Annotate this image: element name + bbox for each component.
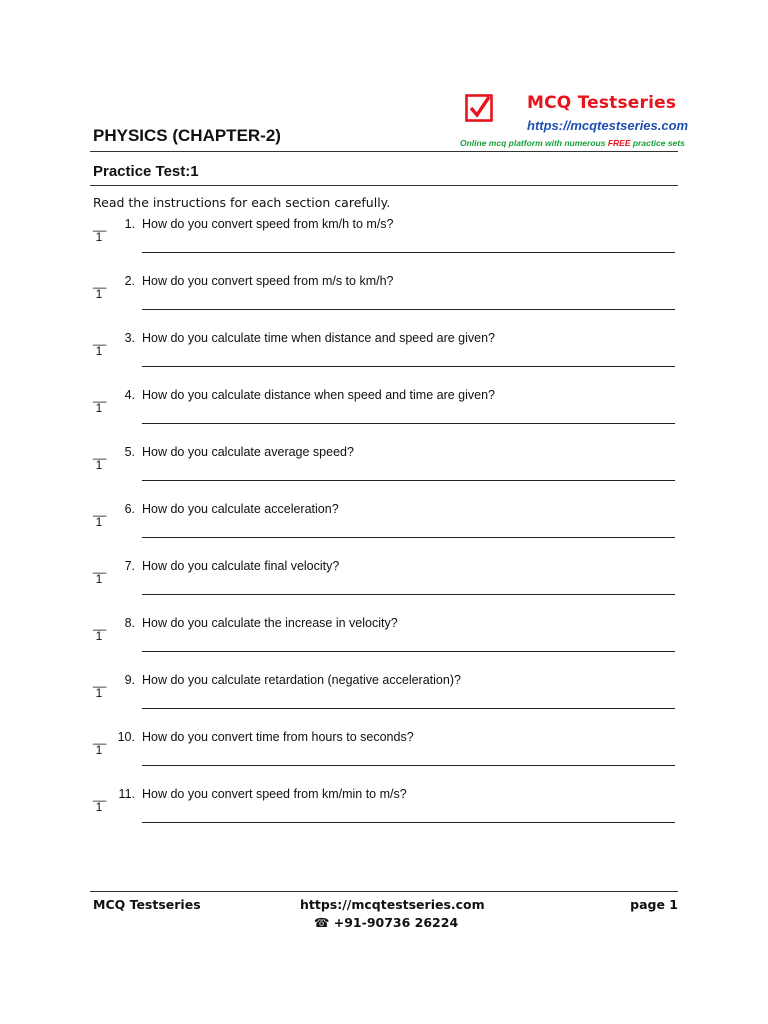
question-item	[0, 276, 768, 333]
marks-value: 1	[95, 287, 103, 301]
question-number: 10.	[117, 730, 135, 744]
marks-blank[interactable]: __	[93, 617, 107, 631]
tagline-text-end: practice sets	[630, 138, 685, 148]
answer-line[interactable]	[142, 480, 675, 481]
marks-blank[interactable]: __	[93, 503, 107, 517]
answer-line[interactable]	[142, 651, 675, 652]
question-text: How do you calculate average speed?	[142, 445, 354, 459]
question-number: 1.	[124, 217, 135, 231]
marks-blank[interactable]: __	[93, 332, 107, 346]
brand-tagline	[460, 138, 685, 148]
question-item	[0, 219, 768, 276]
marks	[93, 504, 105, 528]
marks-blank[interactable]: __	[93, 560, 107, 574]
question-text: How do you convert time from hours to seconds?	[142, 730, 414, 744]
footer-url[interactable]: https://mcqtestseries.com	[300, 897, 485, 912]
question-number: 4.	[124, 388, 135, 402]
phone-number: +91-90736 26224	[333, 915, 459, 930]
brand-url[interactable]: https://mcqtestseries.com	[527, 118, 689, 133]
marks	[93, 447, 105, 471]
question-number: 2.	[124, 274, 135, 288]
marks	[93, 618, 105, 642]
answer-line[interactable]	[142, 822, 675, 823]
marks-blank[interactable]: __	[93, 731, 107, 745]
question-number: 8.	[124, 616, 135, 630]
marks	[93, 390, 105, 414]
marks	[93, 561, 105, 585]
document-title: PHYSICS (CHAPTER-2)	[93, 126, 281, 145]
question-item	[0, 675, 768, 732]
marks-blank[interactable]: __	[93, 788, 107, 802]
question-item	[0, 732, 768, 789]
footer-brand: MCQ Testseries	[93, 897, 201, 912]
marks-blank[interactable]: __	[93, 389, 107, 403]
marks	[93, 675, 105, 699]
marks-blank[interactable]: __	[93, 446, 107, 460]
question-text: How do you convert speed from km/min to m/s?	[142, 787, 407, 801]
marks-value: 1	[95, 686, 103, 700]
question-text: How do you convert speed from m/s to km/h?	[142, 274, 394, 288]
telephone-icon: ☎	[313, 915, 330, 930]
tagline-text: Online mcq platform with numerous	[460, 138, 608, 148]
question-text: How do you convert speed from km/h to m/s?	[142, 217, 394, 231]
question-number: 11.	[118, 787, 135, 801]
marks	[93, 333, 105, 357]
answer-line[interactable]	[142, 252, 675, 253]
question-item	[0, 390, 768, 447]
marks-blank[interactable]: __	[93, 218, 107, 232]
tagline-free: FREE	[607, 138, 631, 148]
marks-value: 1	[95, 629, 103, 643]
page-number: page 1	[630, 897, 678, 912]
question-item	[0, 504, 768, 561]
marks	[93, 789, 105, 813]
answer-line[interactable]	[142, 537, 675, 538]
answer-line[interactable]	[142, 423, 675, 424]
title-divider	[90, 151, 678, 152]
question-number: 7.	[124, 559, 135, 573]
practice-test-title: Practice Test:1	[93, 163, 199, 180]
footer-phone	[300, 915, 472, 930]
question-number: 3.	[124, 331, 135, 345]
question-text: How do you calculate retardation (negative acceleration)?	[142, 673, 461, 687]
marks-value: 1	[95, 344, 103, 358]
question-number: 5.	[124, 445, 135, 459]
subtitle-divider	[90, 185, 678, 186]
question-item	[0, 789, 768, 846]
answer-line[interactable]	[142, 366, 675, 367]
question-item	[0, 333, 768, 390]
answer-line[interactable]	[142, 309, 675, 310]
marks	[93, 732, 105, 756]
question-text: How do you calculate acceleration?	[142, 502, 339, 516]
answer-line[interactable]	[142, 765, 675, 766]
question-number: 6.	[124, 502, 135, 516]
brand-name: MCQ Testseries	[527, 93, 677, 113]
question-number: 9.	[124, 673, 135, 687]
marks-value: 1	[95, 401, 103, 415]
marks	[93, 276, 105, 300]
question-item	[0, 447, 768, 504]
marks-blank[interactable]: __	[93, 275, 107, 289]
marks-value: 1	[95, 743, 103, 757]
answer-line[interactable]	[142, 708, 675, 709]
question-text: How do you calculate the increase in velocity?	[142, 616, 398, 630]
marks-value: 1	[95, 458, 103, 472]
footer-divider	[90, 891, 678, 892]
marks	[93, 219, 105, 243]
instructions: Read the instructions for each section carefully.	[93, 195, 391, 210]
question-text: How do you calculate time when distance and speed are given?	[142, 331, 495, 345]
marks-value: 1	[95, 230, 103, 244]
question-text: How do you calculate distance when speed and time are given?	[142, 388, 495, 402]
answer-line[interactable]	[142, 594, 675, 595]
question-item	[0, 618, 768, 675]
checkbox-tick-icon	[465, 94, 493, 122]
marks-value: 1	[95, 800, 103, 814]
marks-blank[interactable]: __	[93, 674, 107, 688]
question-text: How do you calculate final velocity?	[142, 559, 340, 573]
question-item	[0, 561, 768, 618]
marks-value: 1	[95, 572, 103, 586]
marks-value: 1	[95, 515, 103, 529]
